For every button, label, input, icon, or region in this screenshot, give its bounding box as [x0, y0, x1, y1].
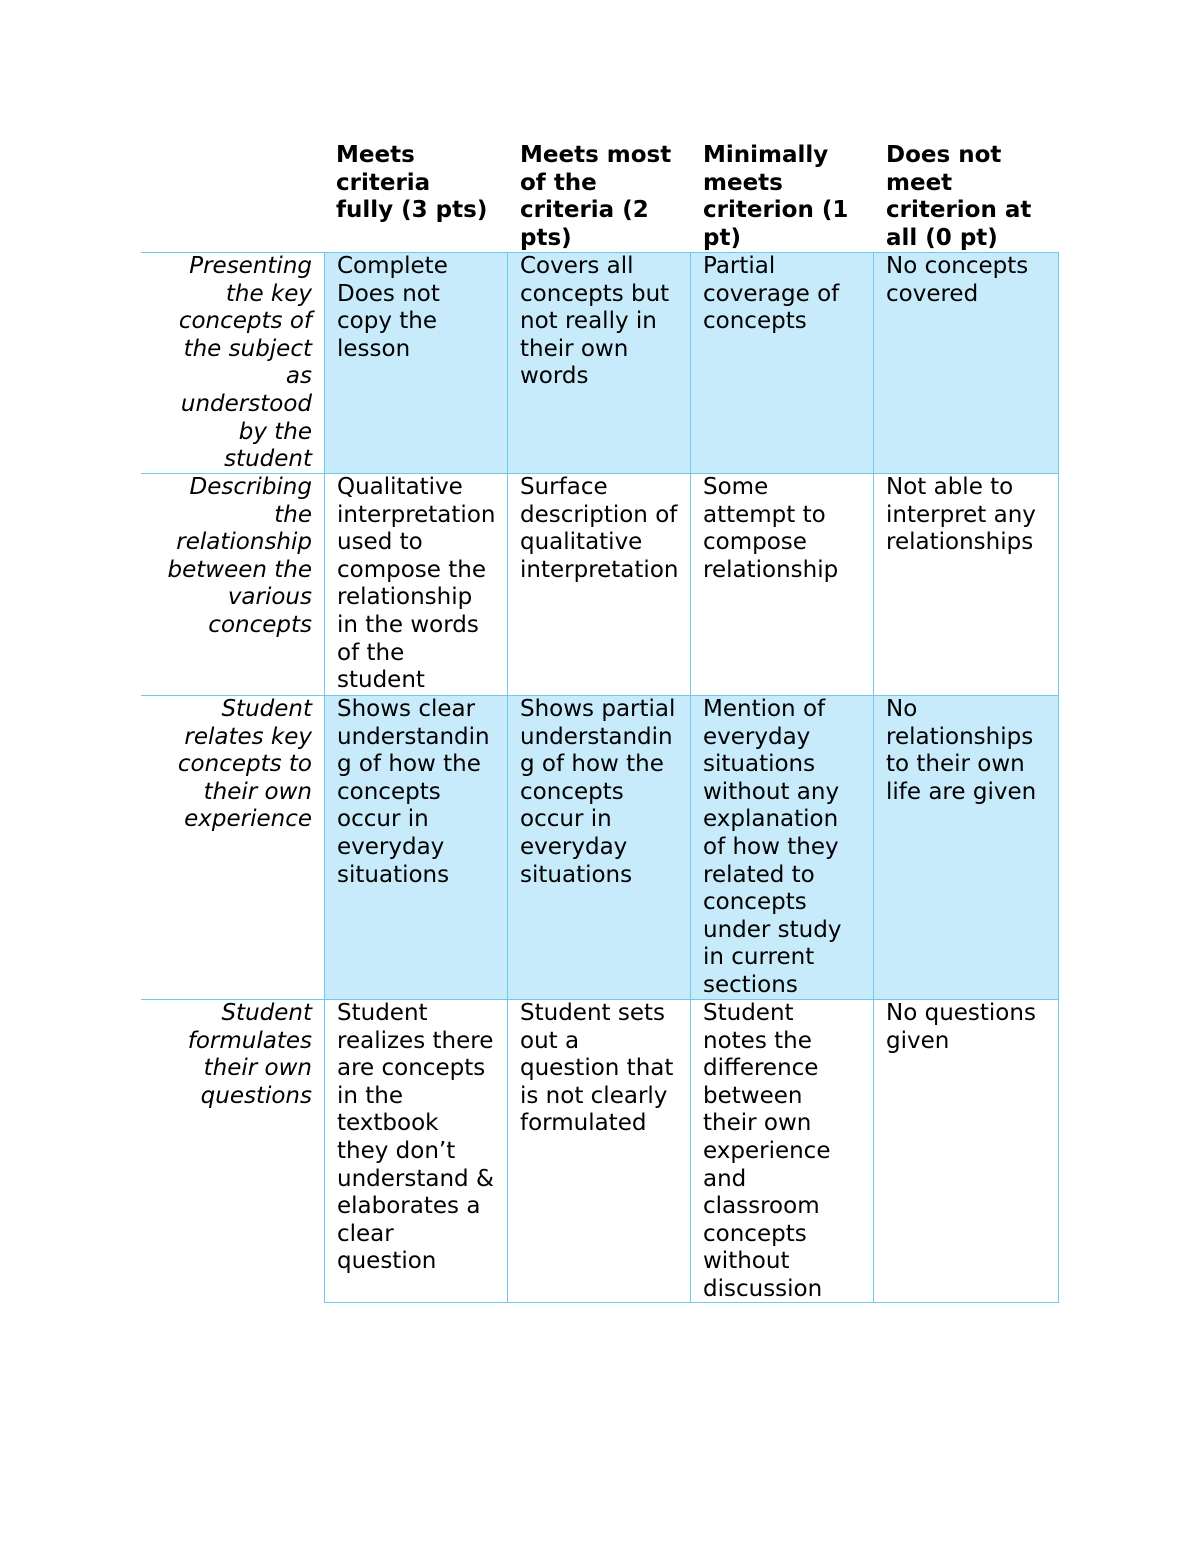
- table-row: [141, 695, 1059, 999]
- level-1-cell: Some attempt to compose relationship: [691, 474, 874, 695]
- criterion-label: Presenting the key concepts of the subject as understood by the student: [178, 253, 312, 473]
- level-2-cell: Covers all concepts but not really in their own words: [508, 253, 691, 473]
- level-1-cell: Partial coverage of concepts: [691, 253, 874, 473]
- criterion-label: Student relates key concepts to their own experience: [177, 696, 312, 833]
- header-level-2: Meets most of the criteria (2 pts): [520, 142, 672, 251]
- level-3-cell: Complete Does not copy the lesson: [324, 253, 508, 473]
- level-2-cell: Surface description of qualitative interpretation: [508, 474, 691, 695]
- level-3-cell: Student realizes there are concepts in the textbook they don’t understand & elaborates a clear question: [324, 1000, 508, 1303]
- table-row: [141, 252, 1059, 473]
- level-1-cell: Student notes the difference between their own experience and classroom concepts without discussion: [691, 1000, 874, 1303]
- header-level-3: Meets criteria fully (3 pts): [336, 142, 488, 224]
- header-row: [141, 142, 1059, 252]
- level-2-cell: Student sets out a question that is not clearly formulated: [508, 1000, 691, 1303]
- level-1-cell: Mention of everyday situations without any explanation of how they related to concepts under study in current sections: [691, 696, 874, 999]
- criterion-label: Describing the relationship between the various concepts: [167, 474, 312, 638]
- level-2-cell: Shows partial understandin g of how the concepts occur in everyday situations: [508, 696, 691, 999]
- criterion-label: Student formulates their own questions: [187, 1000, 312, 1109]
- level-0-cell: No concepts covered: [874, 253, 1059, 473]
- header-level-1: Minimally meets criterion (1 pt): [703, 142, 849, 251]
- rubric-table: [141, 142, 1059, 1303]
- table-row: [141, 999, 1059, 1303]
- level-0-cell: Not able to interpret any relationships: [874, 474, 1059, 695]
- level-3-cell: Qualitative interpretation used to compose the relationship in the words of the student: [324, 474, 508, 695]
- level-3-cell: Shows clear understandin g of how the concepts occur in everyday situations: [324, 696, 508, 999]
- header-level-0: Does not meet criterion at all (0 pt): [886, 142, 1032, 251]
- header-corner: [141, 142, 324, 252]
- level-0-cell: No questions given: [874, 1000, 1059, 1303]
- level-0-cell: No relationships to their own life are given: [874, 696, 1059, 999]
- table-row: [141, 473, 1059, 695]
